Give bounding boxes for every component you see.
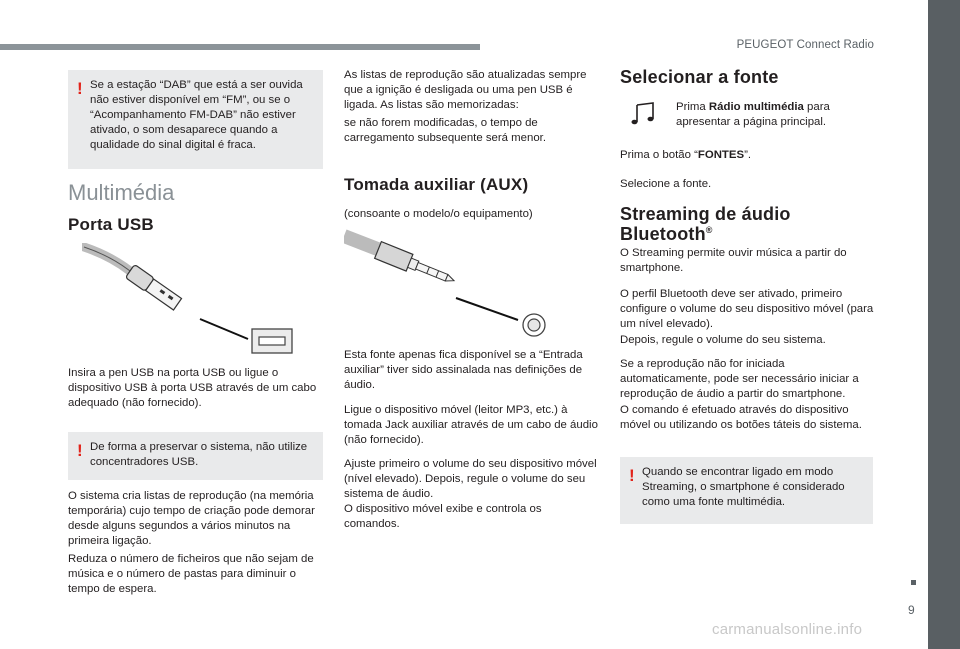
bluetooth-title bbox=[620, 204, 791, 244]
info-note-streaming bbox=[620, 457, 873, 524]
usb-plug-icon bbox=[82, 243, 297, 355]
bluetooth-title-line-1: Streaming de áudio bbox=[620, 204, 791, 224]
playlist-text-1: O sistema cria listas de reprodução (na memória temporária) cujo tempo de criação pode demorar desde alguns segundos a vários minutos na primeira ligação. bbox=[68, 490, 315, 547]
source-press-pre: Prima bbox=[676, 101, 709, 113]
continue-marker bbox=[911, 580, 916, 585]
warning-note-usb bbox=[68, 432, 323, 480]
aux-title: Tomada auxiliar (AUX) bbox=[344, 175, 529, 194]
warning-note-dab bbox=[68, 70, 323, 169]
source-press-post: para apresentar a página principal. bbox=[676, 101, 830, 128]
music-note-icon bbox=[630, 101, 656, 127]
source-title: Selecionar a fonte bbox=[620, 67, 779, 87]
usb-instructions: Insira a pen USB na porta USB ou ligue o dispositivo USB à porta USB através de um cabo adequado (não fornecido). bbox=[68, 367, 317, 409]
watermark: carmanualsonline.info bbox=[712, 621, 863, 638]
warning-icon: ! bbox=[77, 79, 83, 98]
section-title: Multimédia bbox=[68, 180, 175, 205]
bt-text-1: O Streaming permite ouvir música a partir do smartphone. bbox=[620, 247, 847, 274]
jack-plug-icon bbox=[344, 228, 550, 340]
aux-text-4: O dispositivo móvel exibe e controla os comandos. bbox=[344, 503, 542, 530]
fontes-pre: Prima o botão “ bbox=[620, 149, 698, 161]
playlist-text-2: Reduza o número de ficheiros que não sejam de música e o número de pastas para diminuir o tempo de espera. bbox=[68, 553, 314, 595]
bt-text-5: O comando é efetuado através do dispositivo móvel ou utilizando os botões táteis do sistema. bbox=[620, 404, 862, 431]
bt-text-2: O perfil Bluetooth deve ser ativado, primeiro configure o volume do seu dispositivo móvel (para um nível elevado). bbox=[620, 288, 874, 330]
fontes-post: ”. bbox=[744, 149, 752, 161]
page-number: 9 bbox=[908, 603, 915, 617]
registered-mark: ® bbox=[705, 225, 713, 235]
header-bar bbox=[0, 44, 480, 50]
bt-text-4: Se a reprodução não for iniciada automaticamente, pode ser necessário iniciar a reprodução de áudio a partir do smartphone. bbox=[620, 358, 859, 400]
note-text: De forma a preservar o sistema, não utilize concentradores USB. bbox=[90, 441, 308, 468]
bluetooth-title-line-2: Bluetooth bbox=[620, 224, 706, 244]
aux-text-1: Esta fonte apenas fica disponível se a “Entrada auxiliar” tiver sido assinalada nas definições de áudio. bbox=[344, 349, 583, 391]
side-strip bbox=[928, 0, 960, 649]
fontes-text bbox=[620, 148, 875, 163]
multimedia-radio-label: Rádio multimédia bbox=[708, 101, 804, 113]
aux-text-2: Ligue o dispositivo móvel (leitor MP3, etc.) à tomada Jack auxiliar através de um cabo de áudio (não fornecido). bbox=[344, 404, 598, 446]
warning-icon: ! bbox=[77, 441, 83, 460]
lists-text-2: se não forem modificadas, o tempo de carregamento subsequente será menor. bbox=[344, 117, 546, 144]
header-title: PEUGEOT Connect Radio bbox=[736, 39, 874, 51]
bt-text-3: Depois, regule o volume do seu sistema. bbox=[620, 334, 826, 346]
lists-text-1: As listas de reprodução são atualizadas sempre que a ignição é desligada ou uma pen USB é ligada. As listas são memorizadas: bbox=[344, 69, 587, 111]
aux-text-3: Ajuste primeiro o volume do seu dispositivo móvel (nível elevado). Depois, regule o volume do seu sistema de áudio. bbox=[344, 458, 597, 500]
aux-subtitle: (consoante o modelo/o equipamento) bbox=[344, 208, 533, 220]
select-source-text: Selecione a fonte. bbox=[620, 178, 712, 190]
warning-icon: ! bbox=[629, 466, 635, 485]
source-press-text bbox=[676, 100, 876, 130]
usb-title: Porta USB bbox=[68, 215, 154, 234]
note-text: Quando se encontrar ligado em modo Streaming, o smartphone é considerado como uma fonte multimédia. bbox=[642, 466, 845, 508]
fontes-button-label: FONTES bbox=[697, 149, 745, 161]
note-text: Se a estação “DAB” que está a ser ouvida não estiver disponível em “FM”, ou se o “Acompanhamento FM-DAB” não estiver ativado, o som desaparece quando a qualidade do sinal digital é fraca. bbox=[90, 79, 303, 151]
